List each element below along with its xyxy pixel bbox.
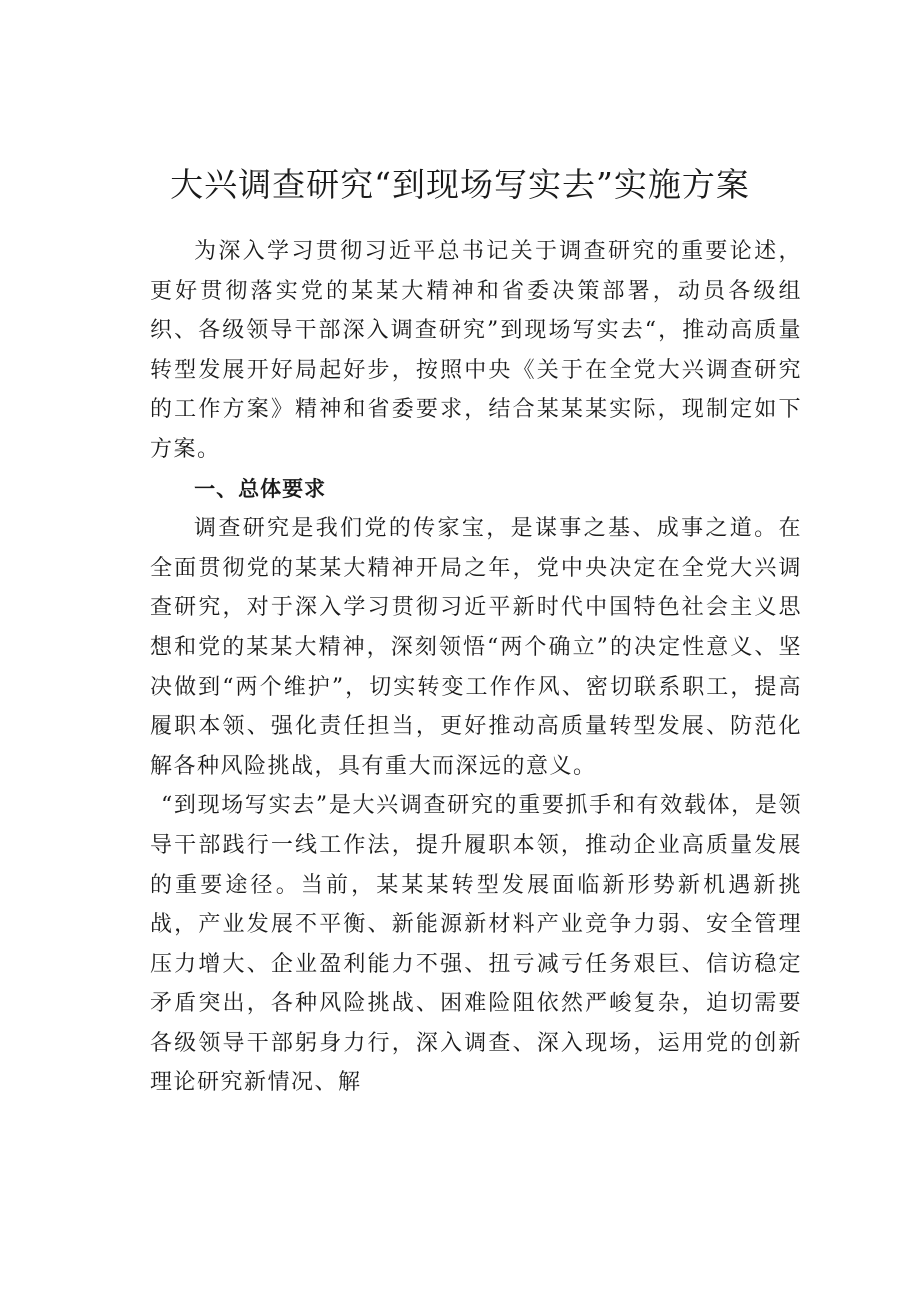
- intro-paragraph: 为深入学习贯彻习近平总书记关于调查研究的重要论述，更好贯彻落实党的某某大精神和省委决策部署，动员各级组织、各级领导干部深入调查研究”到现场写实去“，推动高质量转型发展开好局起好步，按照中央《关于在全党大兴调查研究的工作方案》精神和省委要求，结合某某某实际，现制定如下方案。: [150, 239, 802, 462]
- section-heading: 一、总体要求: [194, 476, 327, 501]
- document-title: 大兴调查研究“到现场写实去”实施方案: [170, 165, 750, 204]
- document-body: [150, 232, 802, 1103]
- body-paragraph: “到现场写实去”是大兴调查研究的重要抓手和有效载体，是领导干部践行一线工作法，提升履职本领，推动企业高质量发展的重要途径。当前，某某某转型发展面临新形势新机遇新挑战，产业发展不平衡、新能源新材料产业竞争力弱、安全管理压力增大、企业盈利能力不强、扭亏减亏任务艰巨、信访稳定矛盾突出，各种风险挑战、困难险阻依然严峻复杂，迫切需要各级领导干部躬身力行，深入调查、深入现场，运用党的创新理论研究新情况、解: [150, 793, 802, 1096]
- body-paragraph: 调查研究是我们党的传家宝，是谋事之基、成事之道。在全面贯彻党的某某大精神开局之年，党中央决定在全党大兴调查研究，对于深入学习贯彻习近平新时代中国特色社会主义思想和党的某某大精神，深刻领悟“两个确立”的决定性意义、坚决做到“两个维护”，切实转变工作作风、密切联系职工，提高履职本领、强化责任担当，更好推动高质量转型发展、防范化解各种风险挑战，具有重大而深远的意义。: [150, 516, 802, 779]
